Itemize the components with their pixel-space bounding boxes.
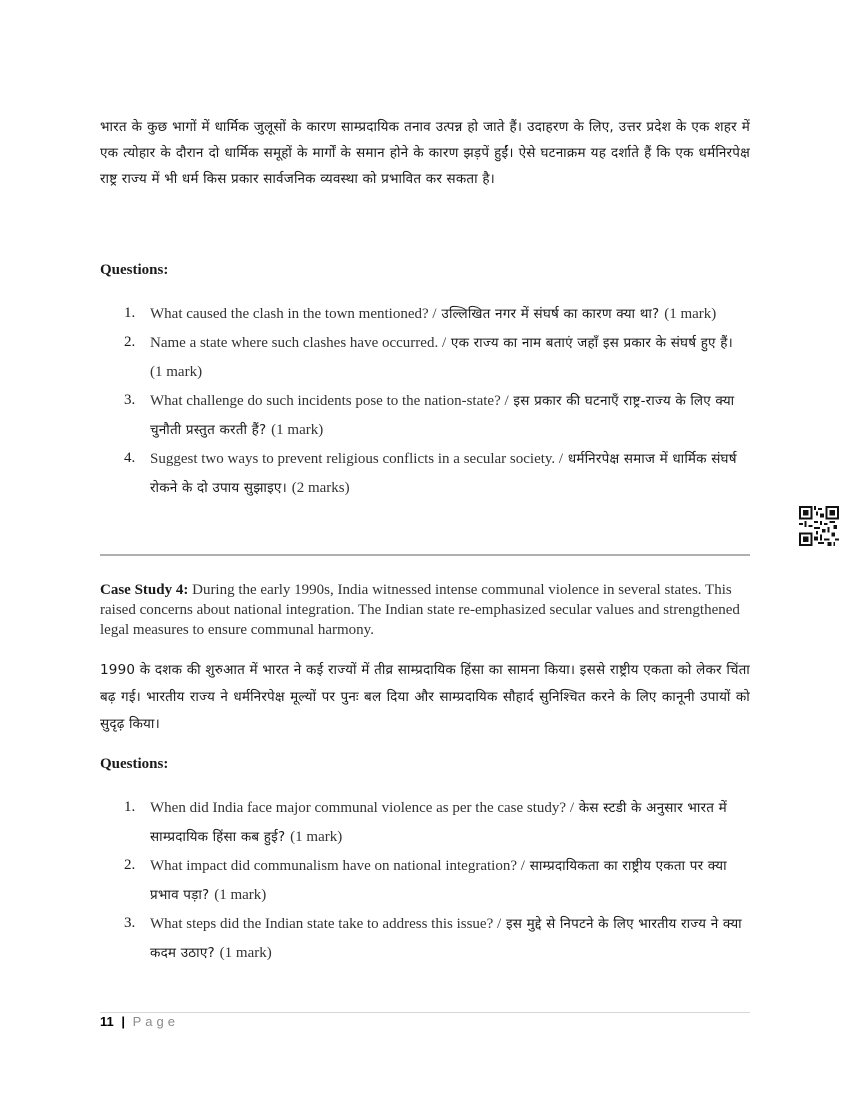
question-marks: (1 mark) — [219, 945, 272, 961]
question-item — [100, 909, 750, 967]
question-text-hi: उल्लिखित नगर में संघर्ष का कारण क्या था? — [441, 306, 660, 322]
question-text-en: When did India face major communal violence as per the case study? / — [150, 800, 574, 816]
question-item — [100, 299, 750, 328]
question-list-2 — [100, 793, 750, 967]
case-study-4 — [100, 580, 750, 640]
case-study-label: Case Study 4: — [100, 582, 189, 598]
qr-code-icon — [799, 506, 839, 546]
question-number: 3. — [124, 915, 136, 931]
question-text-hi: इस प्रकार की घटनाएँ राष्ट्र-राज्य के लिए क्या चुनौती प्रस्तुत करती हैं? — [150, 393, 735, 438]
question-text-en: What caused the clash in the town mentioned? / — [150, 306, 437, 322]
question-number: 2. — [124, 334, 136, 350]
question-text-en: What steps did the Indian state take to address this issue? / — [150, 916, 502, 932]
question-number: 1. — [124, 305, 136, 321]
footer-separator: | — [121, 1014, 126, 1029]
section-divider — [100, 554, 750, 556]
page-number: 11 — [100, 1014, 114, 1029]
question-item — [100, 851, 750, 909]
question-text-hi: साम्प्रदायिकता का राष्ट्रीय एकता पर क्या प्रभाव पड़ा? — [150, 858, 727, 903]
question-number: 2. — [124, 857, 136, 873]
question-text-hi: धर्मनिरपेक्ष समाज में धार्मिक संघर्ष रोकने के दो उपाय सुझाइए। — [150, 451, 737, 496]
case-study-text: During the early 1990s, India witnessed intense communal violence in several states. This raised concerns about national integration. The Indian state re-emphasized secular values and strengthened legal measures to ensure communal harmony. — [100, 582, 740, 638]
question-marks: (2 marks) — [291, 480, 350, 496]
question-text-hi: इस मुद्दे से निपटने के लिए भारतीय राज्य ने क्या कदम उठाए? — [150, 916, 742, 961]
question-marks: (1 mark) — [271, 422, 324, 438]
question-marks: (1 mark) — [214, 887, 267, 903]
questions-heading-2: Questions: — [100, 756, 169, 772]
question-text-en: Name a state where such clashes have occurred. / — [150, 335, 447, 351]
footer-rule — [100, 1012, 750, 1013]
question-number: 3. — [124, 392, 136, 408]
case-study-hindi: 1990 के दशक की शुरुआत में भारत ने कई राज्यों में तीव्र साम्प्रदायिक हिंसा का सामना किया। इससे राष्ट्रीय एकता को लेकर चिंता बढ़ गई। भारतीय राज्य ने धर्मनिरपेक्ष मूल्यों पर पुनः बल दिया और साम्प्रदायिक सौहार्द सुनिश्चित करने के लिए कानूनी उपायों को सुदृढ़ किया। — [100, 662, 750, 732]
question-item — [100, 793, 750, 851]
question-number: 4. — [124, 450, 136, 466]
questions-heading-1: Questions: — [100, 262, 169, 278]
question-list-1 — [100, 299, 750, 502]
question-marks: (1 mark) — [664, 306, 717, 322]
question-text-hi: एक राज्य का नाम बताएं जहाँ इस प्रकार के संघर्ष हुए हैं। — [450, 335, 733, 351]
question-marks: (1 mark) — [290, 829, 343, 845]
question-item — [100, 444, 750, 502]
intro-paragraph: भारत के कुछ भागों में धार्मिक जुलूसों के कारण साम्प्रदायिक तनाव उत्पन्न हो जाते हैं। उदाहरण के लिए, उत्तर प्रदेश के एक शहर में एक त्योहार के दौरान दो धार्मिक समूहों के मार्गों के समान होने के कारण झड़पें हुईं। ऐसे घटनाक्रम यह दर्शाते हैं कि एक धर्मनिरपेक्ष राष्ट्र राज्य में भी धर्म किस प्रकार सार्वजनिक व्यवस्था को प्रभावित कर सकता है। — [100, 118, 750, 187]
question-item — [100, 328, 750, 386]
question-text-hi: केस स्टडी के अनुसार भारत में साम्प्रदायिक हिंसा कब हुई? — [150, 800, 727, 845]
question-marks: (1 mark) — [150, 364, 203, 380]
question-number: 1. — [124, 799, 136, 815]
question-text-en: What challenge do such incidents pose to the nation-state? / — [150, 393, 509, 409]
page-footer — [100, 1014, 179, 1029]
question-item — [100, 386, 750, 444]
question-text-en: What impact did communalism have on national integration? / — [150, 858, 525, 874]
question-text-en: Suggest two ways to prevent religious conflicts in a secular society. / — [150, 451, 564, 467]
page-label: Page — [132, 1014, 180, 1029]
